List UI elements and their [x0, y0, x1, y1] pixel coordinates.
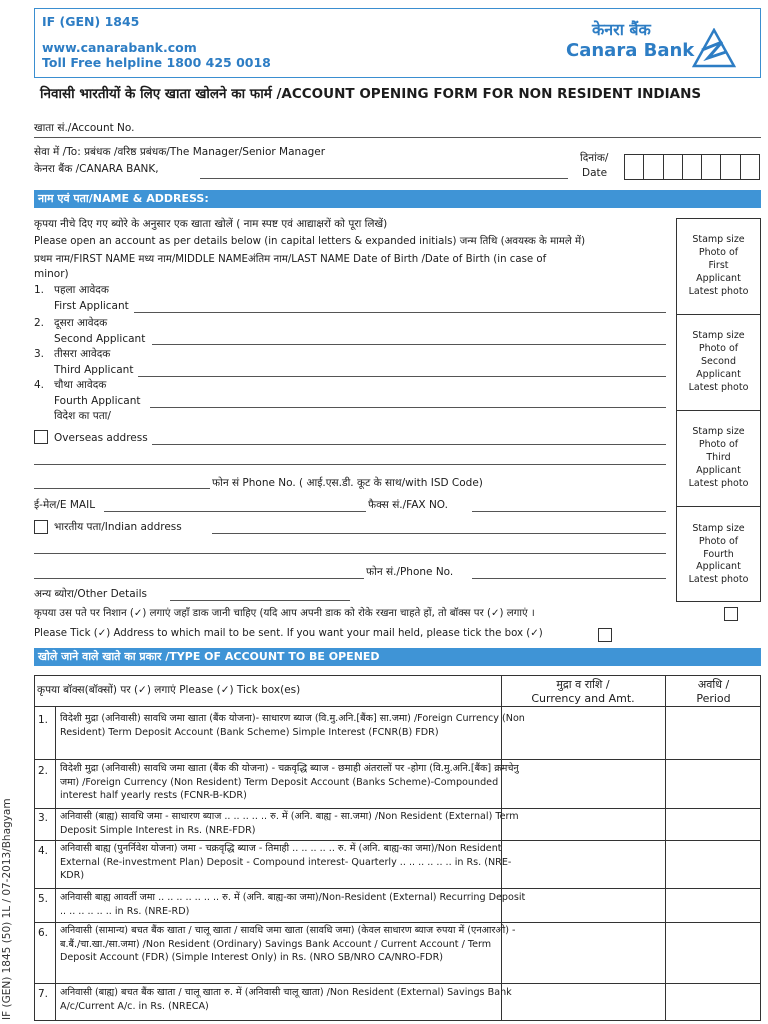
table-row-5-num: 5.	[38, 893, 49, 905]
overseas-address-line-2[interactable]	[34, 464, 666, 465]
photo-box-fourth[interactable]	[677, 507, 760, 603]
applicant-3-hindi: तीसरा आवेदक	[54, 348, 111, 360]
bank-name-english: Canara Bank	[566, 40, 695, 61]
email-line[interactable]	[104, 511, 366, 512]
table-row-1-num: 1.	[38, 714, 49, 726]
bank-branch-label: केनरा बैंक /CANARA BANK,	[34, 163, 159, 175]
form-title: निवासी भारतीयों के लिए खाता खोलने का फार्म /ACCOUNT OPENING FORM FOR NON RESIDENT INDIANS	[40, 86, 702, 102]
email-label: ई-मेल/E MAIL	[34, 499, 96, 511]
table-row-1-text: विदेशी मुद्रा (अनिवासी) सावधि जमा खाता (बैंक योजना)- साधारण ब्याज (वि.मु.अनि.[बैंक] सा.जमा) /Foreign Currency (Non Resident) Term Deposit Account (Bank Scheme) Simple Interest (FCNR(B) FDR)	[60, 713, 525, 738]
table-row-3-num: 3.	[38, 812, 49, 824]
indian-address-label: भारतीय पता/Indian address	[54, 521, 182, 533]
table-head-period-english: Period	[696, 692, 731, 706]
hold-mail-checkbox-1[interactable]	[724, 607, 738, 621]
section-account-type: खोले जाने वाले खाते का प्रकार /TYPE OF ACCOUNT TO BE OPENED	[34, 648, 761, 666]
applicant-3-num: 3.	[34, 348, 45, 360]
applicant-4-num: 4.	[34, 379, 45, 391]
table-row-4-text: अनिवासी बाह्य (पुनर्निवेश योजना) जमा - चक्रवृद्धि ब्याज - तिमाही .. .. .. .. .. रु. में (अनि. बाह्य-का जमा)/Non Resident External (Re-investment Plan) Deposit - Compound interest- Quarterly .. .. .. .. .. .. in Rs. (NRE-KDR)	[60, 843, 512, 882]
indian-address-line-2[interactable]	[34, 553, 666, 554]
applicant-4-hindi: चौथा आवेदक	[54, 379, 107, 391]
applicant-1-english: First Applicant	[54, 300, 129, 312]
table-row-4-num: 4.	[38, 845, 49, 857]
table-head-period	[665, 678, 762, 707]
overseas-address-line-1[interactable]	[152, 444, 666, 445]
table-row-7-num: 7.	[38, 988, 49, 1000]
table-row-5-text: अनिवासी बाह्य आवर्ती जमा .. .. .. .. .. .. .. रु. में (अनि. बाह्य-का जमा)/Non-Resident (External) Recurring Deposit .. .. .. .. .. .. in Rs. (NRE-RD)	[60, 892, 526, 917]
name-columns: प्रथम नाम/FIRST NAME मध्य नाम/MIDDLE NAMEअंतिम नाम/LAST NAME Date of Birth /Date of Birth (in case of	[34, 254, 547, 265]
applicant-1-line[interactable]	[134, 312, 666, 313]
applicant-2-english: Second Applicant	[54, 333, 146, 345]
overseas-address-checkbox[interactable]	[34, 430, 48, 444]
table-head-period-hindi: अवधि /	[697, 678, 730, 691]
canara-bank-logo-icon	[692, 28, 736, 68]
website-link[interactable]: www.canarabank.com	[42, 40, 197, 55]
bank-branch-line[interactable]	[200, 178, 568, 179]
applicant-2-num: 2.	[34, 317, 45, 329]
account-no-label: खाता सं./Account No.	[34, 122, 135, 134]
table-head-currency-english: Currency and Amt.	[531, 692, 635, 706]
photo-box-third-label: Stamp size Photo of Third Applicant Latest photo	[688, 426, 749, 489]
table-row-2-num: 2.	[38, 765, 49, 777]
indian-address-line-1[interactable]	[212, 533, 666, 534]
applicant-4-line[interactable]	[150, 407, 666, 408]
table-head-currency-hindi: मुद्रा व राशि /	[556, 678, 610, 691]
overseas-phone-line[interactable]	[34, 488, 210, 489]
section-name-address: नाम एवं पता/NAME & ADDRESS:	[34, 190, 761, 208]
table-row-3-text: अनिवासी (बाह्य) सावधि जमा - साधारण ब्याज .. .. .. .. .. रु. में (अनि. बाह्य - सा.जमा) /Non Resident (External) Term Deposit Simple Interest in Rs. (NRE-FDR)	[60, 811, 519, 836]
table-row-6-num: 6.	[38, 927, 49, 939]
account-type-table	[34, 675, 761, 1021]
applicant-2-hindi: दूसरा आवेदक	[54, 317, 108, 329]
applicant-2-line[interactable]	[152, 344, 666, 345]
overseas-hindi: विदेश का पता/	[54, 410, 111, 422]
other-details-line[interactable]	[170, 600, 350, 601]
table-row-7-text: अनिवासी (बाह्य) बचत बैंक खाता / चालू खाता रु. में (अनिवासी चालू खाता) /Non Resident (External) Savings Bank A/c/Current A/c. in Rs. (NRECA)	[60, 987, 512, 1012]
instruction-english: Please open an account as per details below (in capital letters & expanded initials) जन्म तिथि (अवयस्क के मामले में)	[34, 236, 586, 247]
photo-box-fourth-label: Stamp size Photo of Fourth Applicant Latest photo	[688, 522, 749, 586]
indian-address-checkbox[interactable]	[34, 520, 48, 534]
table-row-2-text: विदेशी मुद्रा (अनिवासी) सावधि जमा खाता (बैंक की योजना) - चक्रवृद्धि ब्याज - छमाही अंतरालों पर -होगा (वि.मु.अनि.[बैंक] क्रमचेनु जमा) /Foreign Currency (Non Resident) Term Deposit Account (Banks Scheme)-Compounded interest half yearly rests (FCNR-B-KDR)	[60, 763, 519, 802]
photo-box-first[interactable]	[677, 219, 760, 315]
applicant-1-hindi: पहला आवेदक	[54, 284, 109, 296]
other-details-label: अन्य ब्योरा/Other Details	[34, 588, 147, 600]
photo-column	[676, 218, 761, 602]
name-columns-cont: minor)	[34, 268, 69, 280]
to-label: सेवा में /To: प्रबंधक /वरिष्ठ प्रबंधक/The Manager/Senior Manager	[34, 146, 326, 158]
overseas-address-label: Overseas address	[54, 432, 148, 444]
form-code: IF (GEN) 1845	[42, 14, 140, 29]
side-print-code: IF (GEN) 1845 (50) 1L / 07-2013/Bhagyam	[1, 798, 13, 1020]
photo-box-second-label: Stamp size Photo of Second Applicant Latest photo	[688, 330, 749, 393]
photo-box-first-label: Stamp size Photo of First Applicant Latest photo	[688, 234, 749, 297]
date-label-hindi: दिनांक/	[580, 152, 609, 164]
table-head-currency	[501, 678, 665, 707]
table-head-tick: कृपया बॉक्स(बॉक्सों) पर (✓) लगाएं Please (✓) Tick box(es)	[37, 684, 301, 696]
applicant-3-english: Third Applicant	[54, 364, 134, 376]
phone-label: फोन सं./Phone No.	[366, 566, 454, 578]
toll-free-number: Toll Free helpline 1800 425 0018	[42, 55, 271, 70]
table-row-6-text: अनिवासी (सामान्य) बचत बैंक खाता / चालू खाता / सावधि जमा खाता (सावधि जमा) (केवल साधारण ब्याज रुपया में (एनआरओ) - ब.बैं./चा.खा./सा.जमा) /Non Resident (Ordinary) Savings Bank Account / Current Account / Term Deposit Account (FDR) (Simple Interest Only) in Rs. (NRO SB/NRO CA/NRO-FDR)	[60, 925, 516, 964]
applicant-1-num: 1.	[34, 284, 45, 296]
photo-box-second[interactable]	[677, 315, 760, 411]
fax-line[interactable]	[472, 511, 666, 512]
account-no-line[interactable]	[34, 137, 761, 138]
hold-mail-checkbox-2[interactable]	[598, 628, 612, 642]
phone-isd-label: फोन सं Phone No. ( आई.एस.डी. कूट के साथ/with ISD Code)	[212, 477, 483, 489]
indian-address-line-3[interactable]	[34, 578, 364, 579]
applicant-4-english: Fourth Applicant	[54, 395, 141, 407]
photo-box-third[interactable]	[677, 411, 760, 507]
tick-instruction-hindi: कृपया उस पते पर निशान (✓) लगाएं जहाँ डाक जानी चाहिए (यदि आप अपनी डाक को रोके रखना चाहते हों, तो बॉक्स पर (✓) लगाएं ।	[34, 608, 535, 619]
bank-name-hindi: केनरा बैंक	[592, 20, 651, 39]
indian-phone-line[interactable]	[472, 578, 666, 579]
date-input-boxes[interactable]	[624, 154, 760, 180]
fax-label: फैक्स सं./FAX NO.	[368, 499, 448, 511]
date-label-english: Date	[582, 167, 608, 179]
applicant-3-line[interactable]	[138, 376, 666, 377]
instruction-hindi: कृपया नीचे दिए गए ब्योरे के अनुसार एक खाता खोलें ( नाम स्पष्ट एवं आद्याक्षरों को पूरा लिखें)	[34, 218, 388, 230]
tick-instruction-english: Please Tick (✓) Address to which mail to be sent. If you want your mail held, please tick the box (✓)	[34, 628, 543, 639]
